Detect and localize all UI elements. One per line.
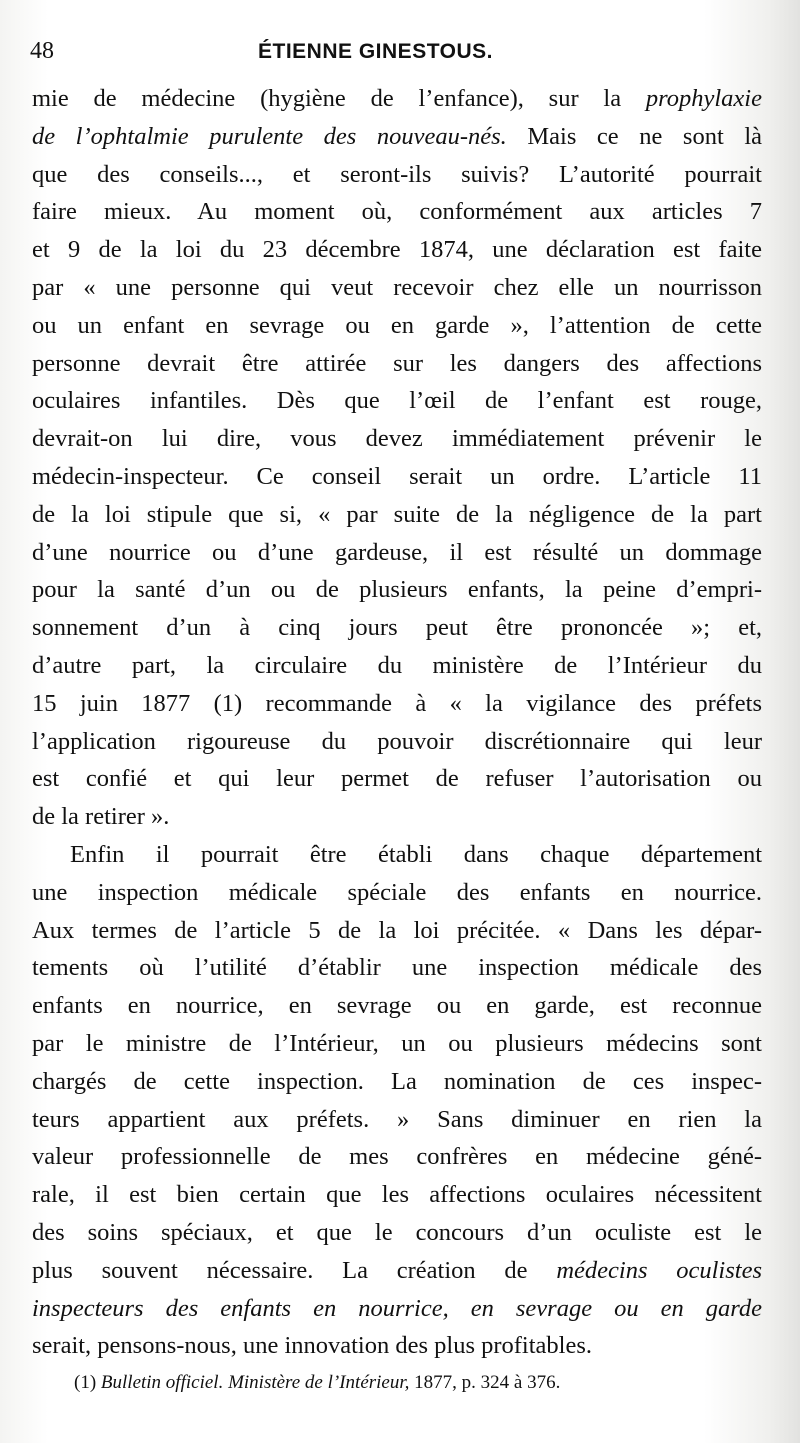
- text-line: Aux termes de l’article 5 de la loi précitée. « Dans les dépar-: [32, 916, 762, 944]
- text-line: 15 juin 1877 (1) recommande à « la vigilance des préfets: [32, 689, 762, 717]
- text-line: des soins spéciaux, et que le concours d’un oculiste est le: [32, 1218, 762, 1246]
- footnote-pages: 1877, p. 324 à 376.: [409, 1372, 561, 1393]
- paragraph-1: [32, 80, 762, 836]
- text-line: teurs appartient aux préfets. » Sans diminuer en rien la: [32, 1105, 762, 1133]
- text-line: rale, il est bien certain que les affections oculaires nécessitent: [32, 1181, 762, 1209]
- text-line: et 9 de la loi du 23 décembre 1874, une déclaration est faite: [32, 236, 762, 264]
- text-line: valeur professionnelle de mes confrères en médecine géné-: [32, 1143, 762, 1171]
- text-line: ou un enfant en sevrage ou en garde », l’attention de cette: [32, 311, 762, 339]
- footnote: [74, 1372, 734, 1394]
- text-line: mie de médecine (hygiène de l’enfance), sur la prophylaxie: [32, 85, 762, 112]
- text-line: inspecteurs des enfants en nourrice, en sevrage ou en garde: [32, 1294, 762, 1322]
- page-header: [30, 38, 760, 72]
- text-line: faire mieux. Au moment où, conformément aux articles 7: [32, 198, 762, 226]
- text-line: tements où l’utilité d’établir une inspection médicale des: [32, 954, 762, 982]
- text-line: devrait-on lui dire, vous devez immédiatement prévenir le: [32, 425, 762, 453]
- text-line: une inspection médicale spéciale des enfants en nourrice.: [32, 878, 762, 906]
- running-title: ÉTIENNE GINESTOUS.: [258, 40, 493, 63]
- text-line: enfants en nourrice, en sevrage ou en garde, est reconnue: [32, 992, 762, 1020]
- text-line: par le ministre de l’Intérieur, un ou plusieurs médecins sont: [32, 1029, 762, 1057]
- text-line: serait, pensons-nous, une innovation des plus profitables.: [32, 1332, 593, 1360]
- text-line: Enfin il pourrait être établi dans chaque département: [70, 840, 762, 868]
- footnote-source: Bulletin officiel. Ministère de l’Intérieur,: [100, 1372, 410, 1393]
- text-line: est confié et qui leur permet de refuser l’autorisation ou: [32, 765, 762, 793]
- text-line: de la retirer ».: [32, 803, 170, 831]
- text-line: chargés de cette inspection. La nomination de ces inspec-: [32, 1067, 762, 1095]
- text-line: d’une nourrice ou d’une gardeuse, il est résulté un dommage: [32, 538, 762, 566]
- text-line: d’autre part, la circulaire du ministère de l’Intérieur du: [32, 651, 762, 679]
- text-line: de la loi stipule que si, « par suite de la négligence de la part: [32, 500, 762, 528]
- page-number: 48: [30, 38, 54, 64]
- text-line: que des conseils..., et seront-ils suivis? L’autorité pourrait: [32, 160, 762, 188]
- text-line: médecin-inspecteur. Ce conseil serait un ordre. L’article 11: [32, 462, 762, 490]
- text-line: sonnement d’un à cinq jours peut être prononcée »; et,: [32, 614, 762, 642]
- paragraph-2: [32, 836, 762, 1365]
- footnote-marker: (1): [74, 1372, 101, 1393]
- text-line: plus souvent nécessaire. La création de médecins oculistes: [32, 1256, 762, 1284]
- page-body: [32, 80, 762, 1365]
- text-line: oculaires infantiles. Dès que l’œil de l’enfant est rouge,: [32, 387, 762, 415]
- text-line: de l’ophtalmie purulente des nouveau-nés. Mais ce ne sont là: [32, 122, 762, 150]
- text-line: personne devrait être attirée sur les dangers des affections: [32, 349, 762, 377]
- text-line: par « une personne qui veut recevoir chez elle un nourrisson: [32, 273, 762, 301]
- text-line: pour la santé d’un ou de plusieurs enfants, la peine d’empri-: [32, 576, 762, 604]
- text-line: l’application rigoureuse du pouvoir discrétionnaire qui leur: [32, 727, 762, 755]
